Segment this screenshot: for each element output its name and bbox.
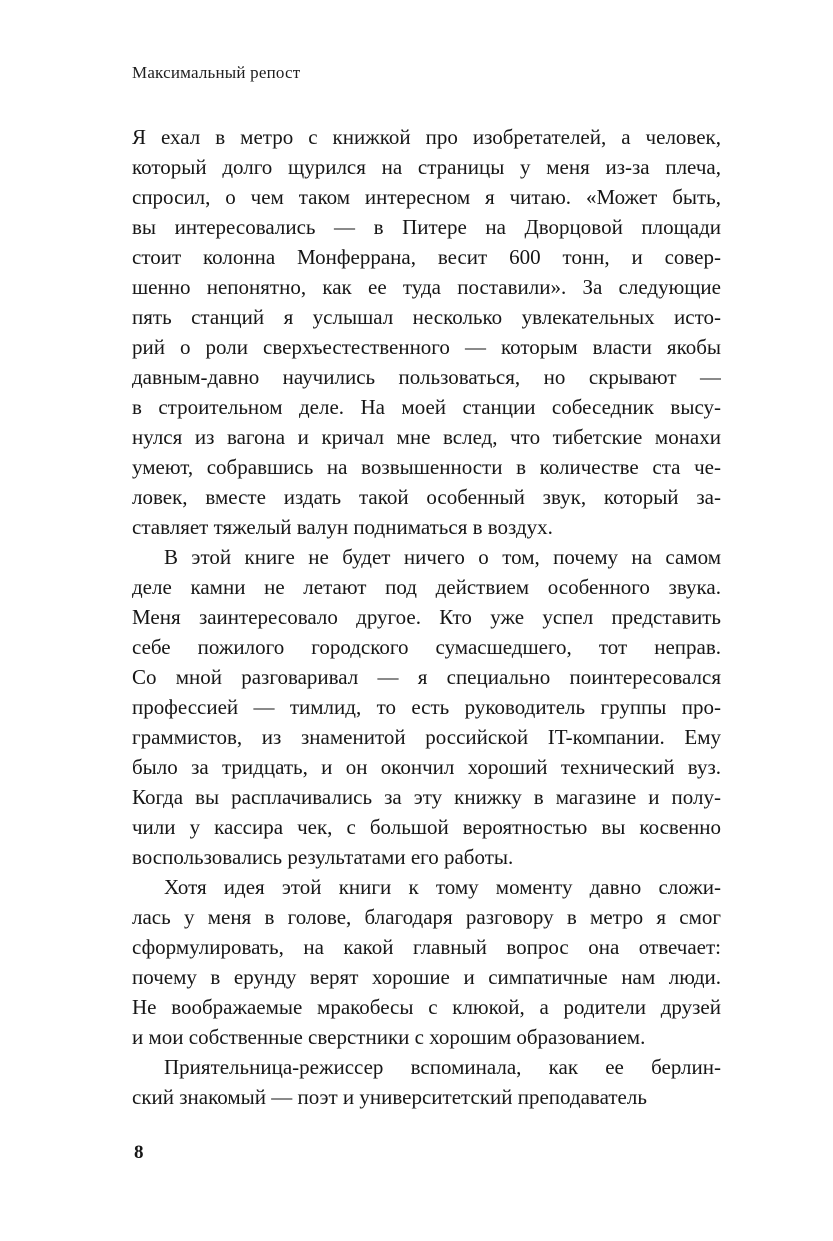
text-line: было за тридцать, и он окончил хороший технический вуз.: [132, 755, 721, 779]
running-head: Максимальный репост: [132, 63, 301, 82]
text-line: Со мной разговаривал — я специально поинтересовался: [132, 665, 721, 689]
text-line: сформулировать, на какой главный вопрос она отвечает:: [132, 935, 721, 959]
page-number: 8: [134, 1142, 144, 1163]
text-line: лась у меня в голове, благодаря разговору в метро я смог: [132, 905, 721, 929]
text-line: вы интересовались — в Питере на Дворцовой площади: [132, 215, 721, 239]
text-line: в строительном деле. На моей станции собеседник высу-: [132, 395, 721, 419]
text-line: почему в ерунду верят хорошие и симпатичные нам люди.: [132, 965, 721, 989]
text-line: пять станций я услышал несколько увлекательных исто-: [132, 305, 721, 329]
text-line: ловек, вместе издать такой особенный звук, который за-: [132, 485, 721, 509]
text-line: Приятельница-режиссер вспоминала, как ее берлин-: [164, 1055, 721, 1079]
text-line: спросил, о чем таком интересном я читаю. «Может быть,: [132, 185, 721, 209]
text-line: себе пожилого городского сумасшедшего, тот неправ.: [132, 635, 721, 659]
text-line: профессией — тимлид, то есть руководитель группы про-: [132, 695, 721, 719]
text-line: Меня заинтересовало другое. Кто уже успел представить: [132, 605, 721, 629]
text-line: Я ехал в метро с книжкой про изобретателей, а человек,: [132, 125, 721, 149]
text-line: чили у кассира чек, с большой вероятностью вы косвенно: [132, 815, 721, 839]
text-line: граммистов, из знаменитой российской IT-компании. Ему: [132, 725, 721, 749]
text-line: Хотя идея этой книги к тому моменту давно сложи-: [164, 875, 721, 899]
text-line: деле камни не летают под действием особенного звука.: [132, 575, 721, 599]
text-line: ский знакомый — поэт и университетский преподаватель: [132, 1085, 647, 1109]
text-line: нулся из вагона и кричал мне вслед, что тибетские монахи: [132, 425, 721, 449]
text-line: стоит колонна Монферрана, весит 600 тонн, и совер-: [132, 245, 721, 269]
text-line: Не воображаемые мракобесы с клюкой, а родители друзей: [132, 995, 721, 1019]
text-line: рий о роли сверхъестественного — которым власти якобы: [132, 335, 721, 359]
body-text: [132, 122, 721, 1112]
text-line: давным-давно научились пользоваться, но скрывают —: [132, 365, 721, 389]
text-line: умеют, собравшись на возвышенности в количестве ста че-: [132, 455, 721, 479]
text-line: и мои собственные сверстники с хорошим образованием.: [132, 1025, 646, 1049]
text-line: Когда вы расплачивались за эту книжку в магазине и полу-: [132, 785, 721, 809]
text-line: шенно непонятно, как ее туда поставили». За следующие: [132, 275, 721, 299]
text-line: В этой книге не будет ничего о том, почему на самом: [164, 545, 721, 569]
text-line: воспользовались результатами его работы.: [132, 845, 514, 869]
text-line: ставляет тяжелый валун подниматься в воздух.: [132, 515, 553, 539]
text-line: который долго щурился на страницы у меня из-за плеча,: [132, 155, 721, 179]
